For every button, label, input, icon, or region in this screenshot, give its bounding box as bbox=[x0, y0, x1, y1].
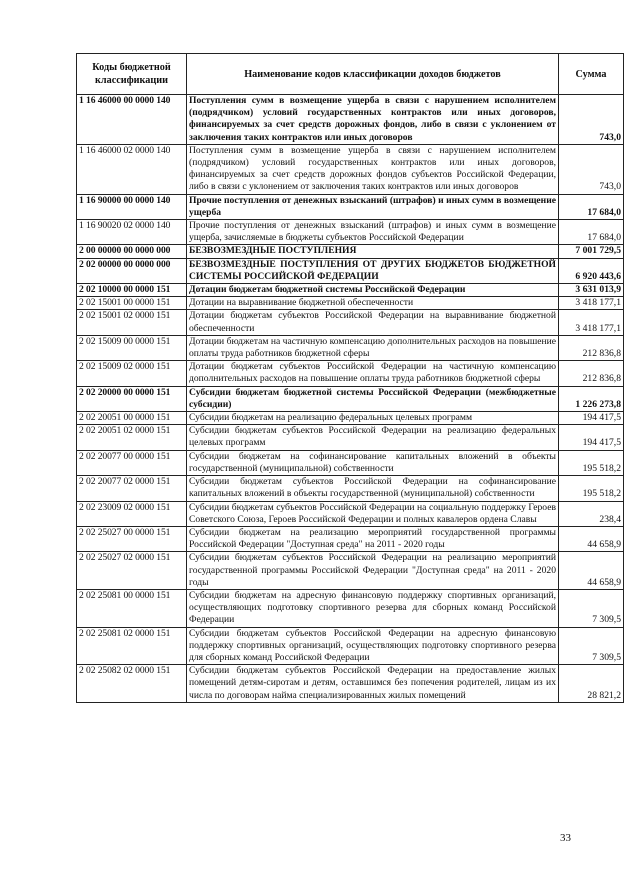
table-row bbox=[77, 194, 624, 219]
cell-code: 2 02 15009 00 0000 151 bbox=[77, 335, 187, 360]
table-row bbox=[77, 589, 624, 627]
cell-sum: 743,0 bbox=[559, 95, 624, 145]
cell-sum: 7 001 729,5 bbox=[559, 245, 624, 258]
header-sum: Сумма bbox=[559, 54, 624, 95]
cell-sum: 3 418 177,1 bbox=[559, 310, 624, 335]
table-row bbox=[77, 627, 624, 665]
cell-code: 2 02 20077 02 0000 151 bbox=[77, 476, 187, 501]
cell-name: Субсидии бюджетам на софинансирование капитальных вложений в объекты государственной (муниципальной) собственности bbox=[187, 450, 559, 475]
cell-code: 1 16 90000 00 0000 140 bbox=[77, 194, 187, 219]
cell-code: 2 02 15001 02 0000 151 bbox=[77, 310, 187, 335]
page-number: 33 bbox=[560, 832, 571, 844]
cell-code: 2 02 15001 00 0000 151 bbox=[77, 297, 187, 310]
document-page bbox=[76, 53, 623, 703]
table-row bbox=[77, 361, 624, 386]
cell-sum: 3 631 013,9 bbox=[559, 284, 624, 297]
table-row bbox=[77, 335, 624, 360]
cell-sum: 3 418 177,1 bbox=[559, 297, 624, 310]
cell-code: 2 02 20000 00 0000 151 bbox=[77, 386, 187, 411]
cell-name: Субсидии бюджетам на реализацию мероприятий государственной программы Российской Федерации "Доступная среда" на 2011 - 2020 годы bbox=[187, 526, 559, 551]
table-row bbox=[77, 258, 624, 283]
table-row bbox=[77, 310, 624, 335]
cell-sum: 44 658,9 bbox=[559, 552, 624, 590]
cell-sum: 1 226 273,8 bbox=[559, 386, 624, 411]
cell-sum: 7 309,5 bbox=[559, 589, 624, 627]
table-row bbox=[77, 552, 624, 590]
cell-name: Дотации бюджетам бюджетной системы Российской Федерации bbox=[187, 284, 559, 297]
table-row bbox=[77, 476, 624, 501]
budget-revenue-table bbox=[76, 53, 624, 703]
cell-code: 2 02 15009 02 0000 151 bbox=[77, 361, 187, 386]
table-row bbox=[77, 220, 624, 245]
header-name: Наименование кодов классификации доходов бюджетов bbox=[187, 54, 559, 95]
cell-name: Дотации бюджетам на частичную компенсацию дополнительных расходов на повышение оплаты труда работников бюджетной сферы bbox=[187, 335, 559, 360]
table-row bbox=[77, 425, 624, 450]
table-row bbox=[77, 526, 624, 551]
table-header-row bbox=[77, 54, 624, 95]
header-code: Коды бюджетной классификации bbox=[77, 54, 187, 95]
cell-name: Субсидии бюджетам на реализацию федеральных целевых программ bbox=[187, 412, 559, 425]
cell-code: 1 16 46000 02 0000 140 bbox=[77, 144, 187, 194]
cell-code: 2 02 00000 00 0000 000 bbox=[77, 258, 187, 283]
cell-sum: 743,0 bbox=[559, 144, 624, 194]
cell-name: БЕЗВОЗМЕЗДНЫЕ ПОСТУПЛЕНИЯ bbox=[187, 245, 559, 258]
cell-name: Дотации бюджетам субъектов Российской Федерации на выравнивание бюджетной обеспеченности bbox=[187, 310, 559, 335]
cell-sum: 212 836,8 bbox=[559, 335, 624, 360]
cell-code: 2 02 20051 02 0000 151 bbox=[77, 425, 187, 450]
table-row bbox=[77, 144, 624, 194]
cell-name: Поступления сумм в возмещение ущерба в связи с нарушением исполнителем (подрядчиком) условий государственных контрактов или иных договоров, финансируемых за счет средств дорожных фондов субъектов Российской Федерации, либо в связи с уклонением от заключения таких контрактов или иных договоров bbox=[187, 144, 559, 194]
cell-code: 2 02 20077 00 0000 151 bbox=[77, 450, 187, 475]
cell-sum: 195 518,2 bbox=[559, 476, 624, 501]
cell-code: 2 02 25081 02 0000 151 bbox=[77, 627, 187, 665]
cell-code: 2 02 20051 00 0000 151 bbox=[77, 412, 187, 425]
table-row bbox=[77, 665, 624, 703]
table-row bbox=[77, 412, 624, 425]
cell-code: 2 02 10000 00 0000 151 bbox=[77, 284, 187, 297]
cell-sum: 17 684,0 bbox=[559, 194, 624, 219]
cell-name: Дотации бюджетам субъектов Российской Федерации на частичную компенсацию дополнительных расходов на повышение оплаты труда работников бюджетной сферы bbox=[187, 361, 559, 386]
cell-name: Прочие поступления от денежных взысканий (штрафов) и иных сумм в возмещение ущерба bbox=[187, 194, 559, 219]
cell-sum: 17 684,0 bbox=[559, 220, 624, 245]
cell-name: Субсидии бюджетам субъектов Российской Федерации на софинансирование капитальных вложений в объекты государственной (муниципальной) собственности bbox=[187, 476, 559, 501]
cell-name: БЕЗВОЗМЕЗДНЫЕ ПОСТУПЛЕНИЯ ОТ ДРУГИХ БЮДЖЕТОВ БЮДЖЕТНОЙ СИСТЕМЫ РОССИЙСКОЙ ФЕДЕРАЦИИ bbox=[187, 258, 559, 283]
table-row bbox=[77, 297, 624, 310]
cell-sum: 212 836,8 bbox=[559, 361, 624, 386]
cell-sum: 28 821,2 bbox=[559, 665, 624, 703]
cell-name: Субсидии бюджетам субъектов Российской Федерации на реализацию мероприятий государственной программы Российской Федерации "Доступная среда" на 2011 - 2020 годы bbox=[187, 552, 559, 590]
table-row bbox=[77, 450, 624, 475]
cell-name: Субсидии бюджетам субъектов Российской Федерации на адресную финансовую поддержку спортивных организаций, осуществляющих подготовку спортивного резерва для сборных команд Российской Федерации bbox=[187, 627, 559, 665]
cell-name: Субсидии бюджетам субъектов Российской Федерации на социальную поддержку Героев Советского Союза, Героев Российской Федерации и полных кавалеров ордена Славы bbox=[187, 501, 559, 526]
cell-name: Субсидии бюджетам субъектов Российской Федерации на предоставление жилых помещений детям-сиротам и детям, оставшимся без попечения родителей, лицам из их числа по договорам найма специализированных жилых помещений bbox=[187, 665, 559, 703]
cell-name: Субсидии бюджетам субъектов Российской Федерации на реализацию федеральных целевых программ bbox=[187, 425, 559, 450]
cell-code: 2 00 00000 00 0000 000 bbox=[77, 245, 187, 258]
cell-name: Дотации на выравнивание бюджетной обеспеченности bbox=[187, 297, 559, 310]
cell-sum: 195 518,2 bbox=[559, 450, 624, 475]
table-row bbox=[77, 386, 624, 411]
cell-code: 1 16 90020 02 0000 140 bbox=[77, 220, 187, 245]
cell-sum: 194 417,5 bbox=[559, 412, 624, 425]
table-row bbox=[77, 245, 624, 258]
cell-code: 2 02 25027 02 0000 151 bbox=[77, 552, 187, 590]
cell-name: Прочие поступления от денежных взысканий (штрафов) и иных сумм в возмещение ущерба, зачисляемые в бюджеты субъектов Российской Федерации bbox=[187, 220, 559, 245]
cell-name: Субсидии бюджетам бюджетной системы Российской Федерации (межбюджетные субсидии) bbox=[187, 386, 559, 411]
cell-name: Субсидии бюджетам на адресную финансовую поддержку спортивных организаций, осуществляющих подготовку спортивного резерва для сборных команд Российской Федерации bbox=[187, 589, 559, 627]
cell-sum: 44 658,9 bbox=[559, 526, 624, 551]
table-row bbox=[77, 501, 624, 526]
cell-sum: 194 417,5 bbox=[559, 425, 624, 450]
cell-sum: 7 309,5 bbox=[559, 627, 624, 665]
cell-code: 2 02 25027 00 0000 151 bbox=[77, 526, 187, 551]
cell-code: 1 16 46000 00 0000 140 bbox=[77, 95, 187, 145]
cell-name: Поступления сумм в возмещение ущерба в связи с нарушением исполнителем (подрядчиком) условий государственных контрактов или иных договоров, финансируемых за счет средств дорожных фондов, либо в связи с уклонением от заключения таких контрактов или иных договоров bbox=[187, 95, 559, 145]
table-row bbox=[77, 95, 624, 145]
cell-sum: 6 920 443,6 bbox=[559, 258, 624, 283]
cell-sum: 238,4 bbox=[559, 501, 624, 526]
cell-code: 2 02 23009 02 0000 151 bbox=[77, 501, 187, 526]
table-row bbox=[77, 284, 624, 297]
cell-code: 2 02 25081 00 0000 151 bbox=[77, 589, 187, 627]
cell-code: 2 02 25082 02 0000 151 bbox=[77, 665, 187, 703]
table-body bbox=[77, 95, 624, 703]
